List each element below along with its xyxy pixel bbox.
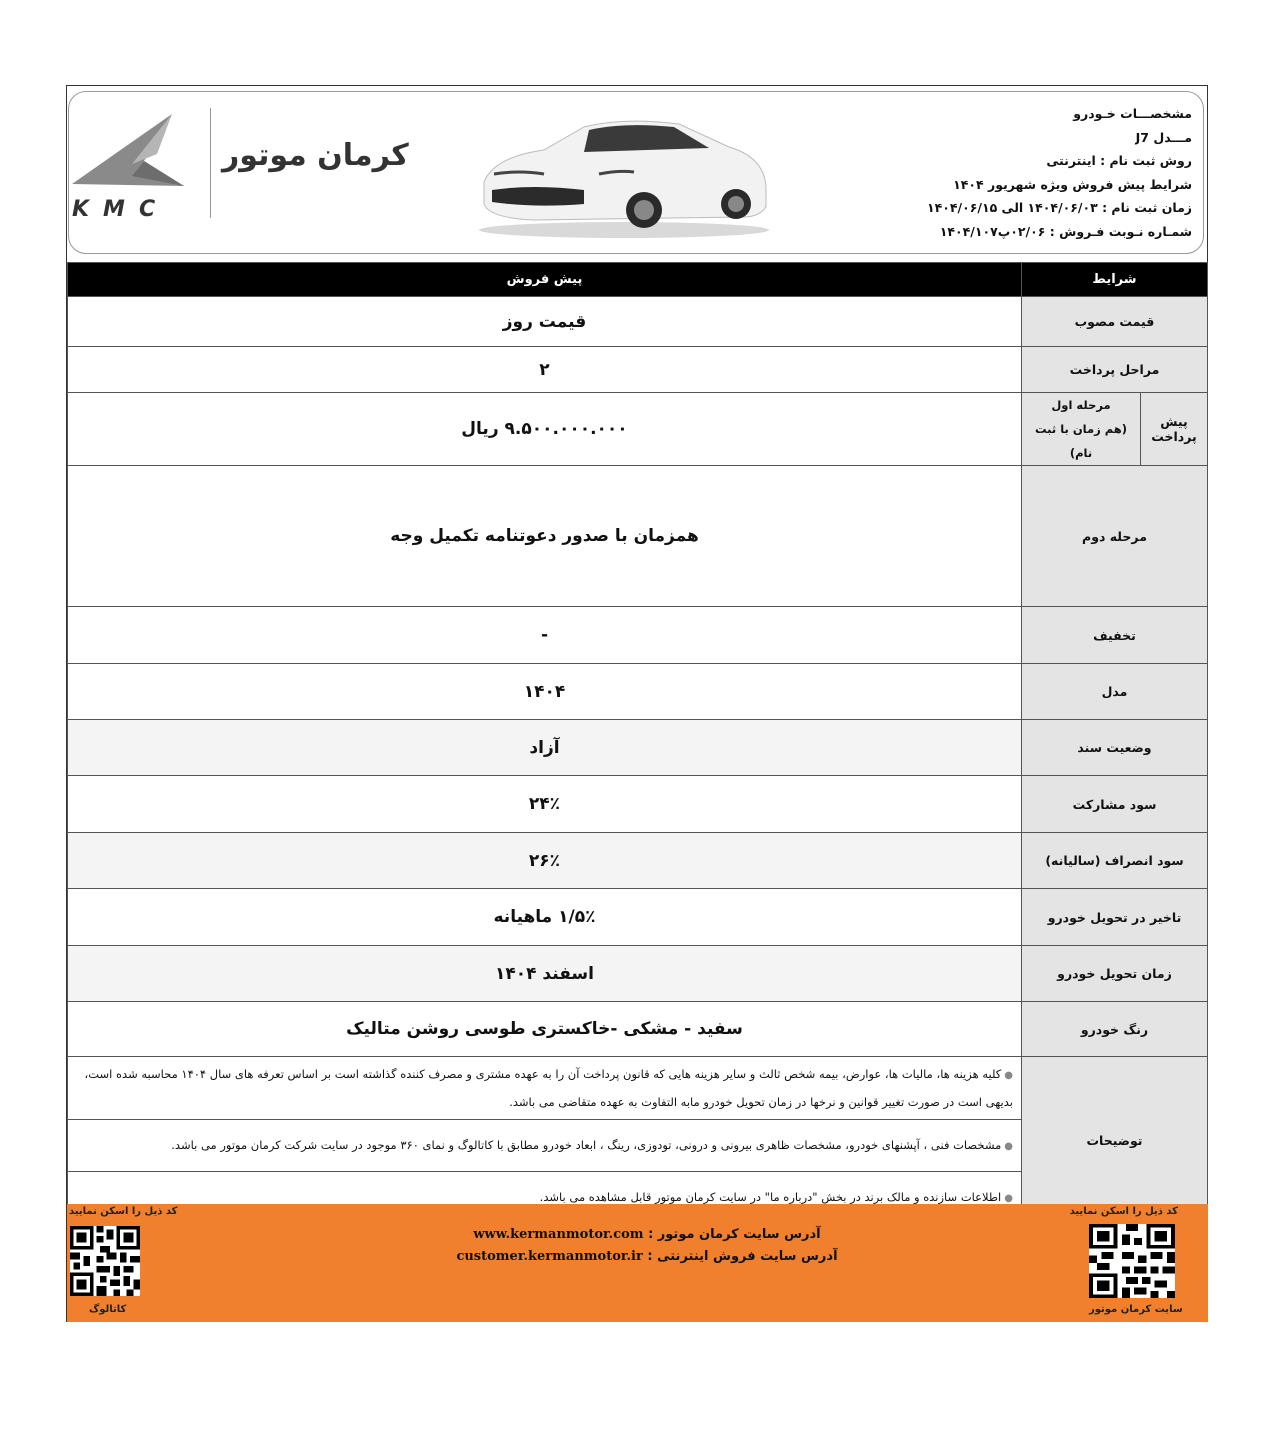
row-value: همزمان با صدور دعوتنامه تکمیل وجه: [68, 466, 1022, 607]
sublabel-line: مرحله اول: [1051, 398, 1111, 412]
footer-addresses: [397, 1224, 897, 1268]
row-label: تاخیر در تحویل خودرو: [1021, 889, 1207, 946]
table-row: [68, 347, 1208, 393]
site-address-line: [397, 1224, 897, 1246]
specs-model: مـــدل J7: [1135, 129, 1192, 145]
specs-title: مشخصـــات خـودرو: [1073, 106, 1192, 121]
brand-name: کرمان موتور: [222, 138, 409, 173]
bullet-icon: ●: [1004, 1192, 1013, 1204]
online-address-line: [397, 1246, 897, 1268]
online-label: آدرس سایت فروش اینترنتی :: [647, 1249, 838, 1264]
conditions-table: [67, 262, 1208, 1224]
note-text: مشخصات فنی ، آپشنهای خودرو، مشخصات ظاهری بیرونی و درونی، تودوزی، رینگ ، ابعاد خودرو مطابق با کاتالوگ و نمای ۳۶۰ موجود در سایت شرکت کرمان موتور می باشد.: [171, 1137, 1002, 1152]
specs-registration-time: زمان ثبت نام : ۱۴۰۴/۰۶/۰۳ الی ۱۴۰۴/۰۶/۱۵: [927, 200, 1192, 215]
header-label: شرایط: [1021, 263, 1207, 297]
row-value: ۲۴٪: [68, 776, 1022, 833]
table-row: [68, 889, 1208, 946]
bullet-icon: ●: [1004, 1140, 1013, 1152]
qr-code-website[interactable]: [1089, 1224, 1175, 1298]
specs-sale-number: شمـاره نـوبت فـروش : ۰۲/۰۶پ۱۴۰۴/۱۰۷: [939, 223, 1192, 239]
table-row: [68, 720, 1208, 776]
car-image: [474, 112, 774, 242]
row-label: مراحل پرداخت: [1021, 347, 1207, 393]
qr-code-catalog[interactable]: [70, 1226, 140, 1296]
row-value: ۲: [68, 347, 1022, 393]
row-value: ۱/۵٪ ماهیانه: [68, 889, 1022, 946]
table-row: [68, 297, 1208, 347]
sublabel-line: (هم زمان با ثبت نام): [1035, 422, 1127, 460]
table-row: [68, 776, 1208, 833]
note-text: کلیه هزینه ها، مالیات ها، عوارض، بیمه شخص ثالث و سایر هزینه هایی که قانون پرداخت آن را به عهده مشتری و مصرف کننده گذاشته است بر اساس تعرفه های سال ۱۴۰۴ محاسبه شده است، بدیهی است در صورت تغییر قوانین و نرخها در زمان تحویل خودرو مابه التفاوت به عهده متقاضی می باشد.: [84, 1067, 1013, 1109]
site-url-link[interactable]: www.kermanmotor.com: [473, 1227, 644, 1242]
logo-text: KMC: [72, 197, 170, 221]
note-item: [68, 1120, 1022, 1172]
row-value: قیمت روز: [68, 297, 1022, 347]
row-value: اسفند ۱۴۰۴: [68, 946, 1022, 1002]
row-value: -: [68, 607, 1022, 664]
row-value: ۱۴۰۴: [68, 664, 1022, 720]
table-row: [68, 466, 1208, 607]
row-label: رنگ خودرو: [1021, 1002, 1207, 1057]
table-row: [68, 664, 1208, 720]
specs-conditions: شرایط پیش فروش ویژه شهریور ۱۴۰۴: [953, 176, 1192, 192]
row-label: وضعیت سند: [1021, 720, 1207, 776]
note-text: اطلاعات سازنده و مالک برند در بخش "درباره ما" در سایت کرمان موتور قابل مشاهده می باشد.: [539, 1189, 1002, 1204]
row-label: قیمت مصوب: [1021, 297, 1207, 347]
row-value: ۹.۵۰۰.۰۰۰.۰۰۰ ریال: [68, 393, 1022, 466]
row-value: آزاد: [68, 720, 1022, 776]
row-label: مرحله دوم: [1021, 466, 1207, 607]
note-item: [68, 1057, 1022, 1120]
header-value: پیش فروش: [68, 263, 1022, 297]
row-label: سود انصراف (سالیانه): [1021, 833, 1207, 889]
logo-divider: [210, 108, 211, 218]
scan-instruction-left: کد ذیل را اسکن نمایید: [69, 1206, 178, 1217]
row-sublabel: [1021, 393, 1140, 466]
table-header: [68, 263, 1208, 297]
row-value: ۲۶٪: [68, 833, 1022, 889]
online-url-link[interactable]: customer.kermanmotor.ir: [456, 1249, 643, 1264]
row-label: زمان تحویل خودرو: [1021, 946, 1207, 1002]
table-row: [68, 833, 1208, 889]
footer: [67, 1204, 1208, 1322]
bullet-icon: ●: [1004, 1070, 1013, 1081]
row-label: تخفیف: [1021, 607, 1207, 664]
table-row: [68, 607, 1208, 664]
notes-label: توضیحات: [1021, 1057, 1207, 1224]
site-label: آدرس سایت کرمان موتور :: [648, 1227, 821, 1242]
table-row: [68, 1002, 1208, 1057]
row-label: پیش پرداخت: [1141, 393, 1208, 466]
row-value: سفید - مشکی -خاکستری طوسی روشن متالیک: [68, 1002, 1022, 1057]
table-row: [68, 946, 1208, 1002]
row-label: سود مشارکت: [1021, 776, 1207, 833]
table-row: [68, 393, 1208, 466]
row-label: مدل: [1021, 664, 1207, 720]
specs-registration-method: روش ثبت نام : اینترنتی: [1046, 153, 1192, 168]
vehicle-specs: [862, 102, 1192, 243]
qr-caption-catalog: کاتالوگ: [89, 1304, 127, 1315]
qr-caption-website: سایت کرمان موتور: [1089, 1304, 1183, 1315]
scan-instruction-right: کد ذیل را اسکن نمایید: [1069, 1206, 1178, 1217]
notes-row: [68, 1057, 1208, 1120]
